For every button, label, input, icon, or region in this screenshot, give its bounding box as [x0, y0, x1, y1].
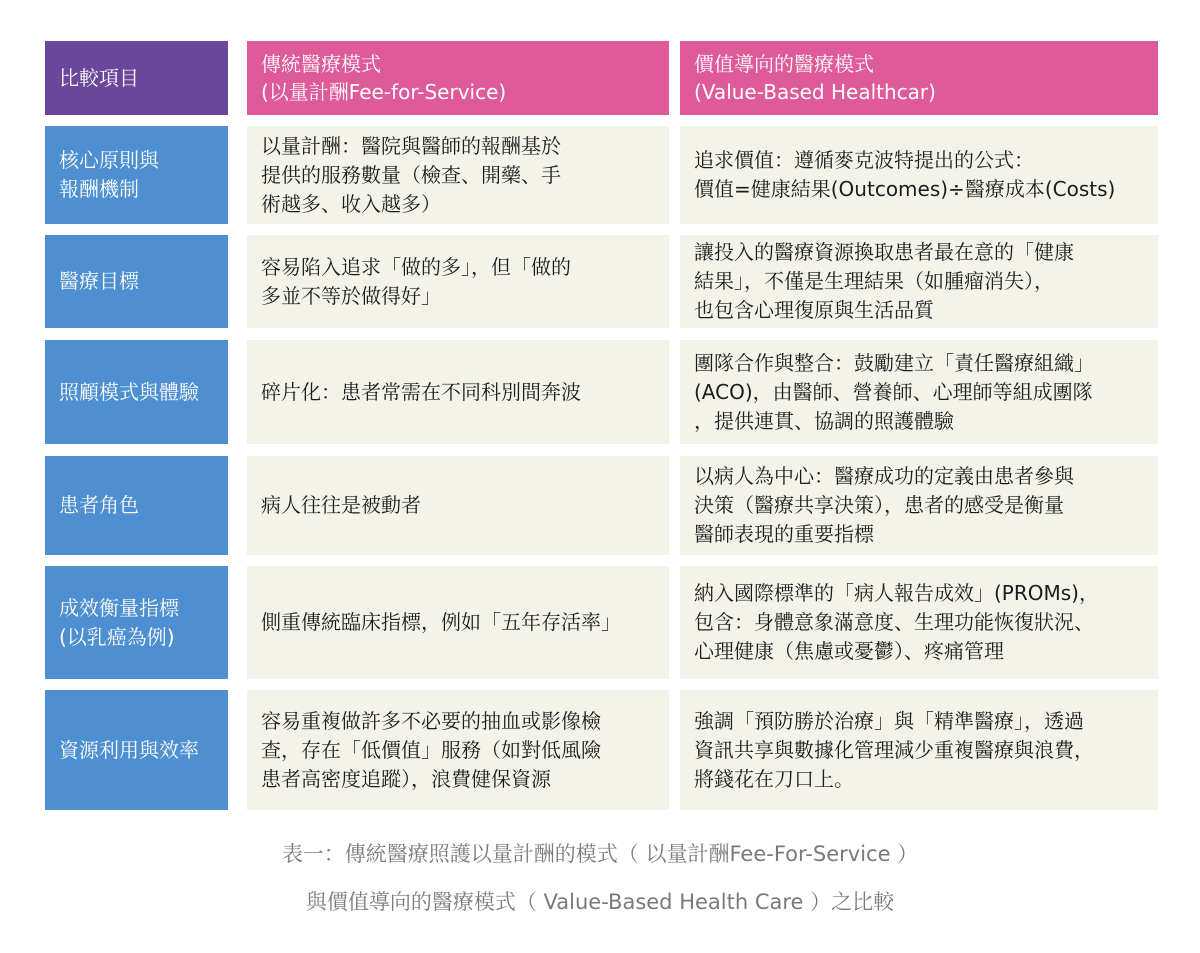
row-label-care-model: 照顧模式與體驗 [45, 340, 228, 444]
row-label-resource-efficiency: 資源利用與效率 [45, 690, 228, 810]
row-label-patient-role: 患者角色 [45, 456, 228, 555]
traditional-cell-outcome-metrics: 側重傳統臨床指標，例如「五年存活率」 [247, 566, 669, 679]
table-caption-line-1: 表一：傳統醫療照護以量計酬的模式（ 以量計酬Fee-For-Service ） [281, 842, 919, 866]
value-based-cell-care-model: 團隊合作與整合：鼓勵建立「責任醫療組織」 (ACO)，由醫師、營養師、心理師等組成團隊 ，提供連貫、協調的照護體驗 [680, 340, 1158, 444]
value-based-cell-patient-role: 以病人為中心：醫療成功的定義由患者參與 決策（醫療共享決策），患者的感受是衡量 醫師表現的重要指標 [680, 456, 1158, 555]
row-label-outcome-metrics: 成效衡量指標 (以乳癌為例) [45, 566, 228, 679]
traditional-cell-care-model: 碎片化：患者常需在不同科別間奔波 [247, 340, 669, 444]
value-based-cell-core-principle: 追求價值：遵循麥克波特提出的公式： 價值=健康結果(Outcomes)÷醫療成本(Costs) [680, 126, 1158, 224]
traditional-cell-core-principle: 以量計酬：醫院與醫師的報酬基於 提供的服務數量（檢查、開藥、手 術越多、收入越多） [247, 126, 669, 224]
table-caption-line-2: 與價值導向的醫療模式（ Value-Based Health Care ）之比較 [305, 890, 895, 914]
row-label-core-principle: 核心原則與 報酬機制 [45, 126, 228, 224]
value-based-cell-outcome-metrics: 納入國際標準的「病人報告成效」(PROMs)， 包含：身體意象滿意度、生理功能恢復狀況、 心理健康（焦慮或憂鬱）、疼痛管理 [680, 566, 1158, 679]
traditional-cell-patient-role: 病人往往是被動者 [247, 456, 669, 555]
traditional-cell-resource-efficiency: 容易重複做許多不必要的抽血或影像檢 查，存在「低價值」服務（如對低風險 患者高密度追蹤），浪費健保資源 [247, 690, 669, 810]
traditional-cell-medical-goal: 容易陷入追求「做的多」，但「做的 多並不等於做得好」 [247, 235, 669, 328]
row-label-medical-goal: 醫療目標 [45, 235, 228, 328]
header-traditional-column: 傳統醫療模式 (以量計酬Fee-for-Service) [247, 41, 669, 115]
value-based-cell-medical-goal: 讓投入的醫療資源換取患者最在意的「健康 結果」，不僅是生理結果（如腫瘤消失）， 也包含心理復原與生活品質 [680, 235, 1158, 328]
value-based-cell-resource-efficiency: 強調「預防勝於治療」與「精準醫療」，透過 資訊共享與數據化管理減少重複醫療與浪費， 將錢花在刀口上。 [680, 690, 1158, 810]
header-value-based-column: 價值導向的醫療模式 (Value-Based Healthcar) [680, 41, 1158, 115]
header-item-column: 比較項目 [45, 41, 228, 115]
